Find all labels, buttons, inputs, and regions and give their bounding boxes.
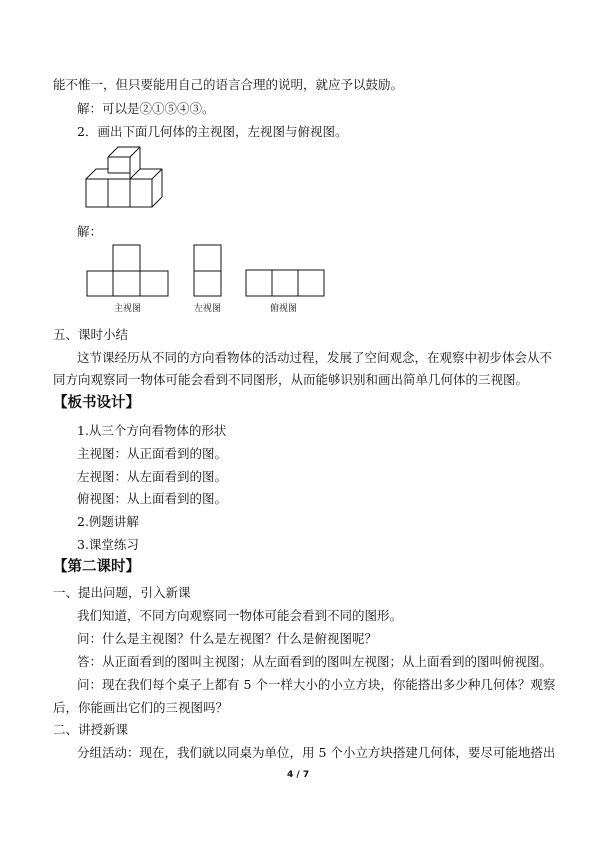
lesson2-heading: 【第二课时】 [53, 559, 140, 575]
answer-1: 解：可以是②①⑤④③。 [77, 101, 215, 116]
summary-heading: 五、课时小结 [53, 327, 129, 342]
lesson2-answer-1: 答：从正面看到的图叫主视图；从左面看到的图叫左视图；从上面看到的图叫俯视图。 [77, 654, 553, 669]
lesson2-question-2-line-2: 后，你能画出它们的三视图吗？ [53, 700, 229, 715]
intro-line-1: 能不惟一，但只要能用自己的语言合理的说明，就应予以鼓励。 [53, 77, 404, 92]
left-view-figure [193, 244, 223, 298]
board-design-heading: 【板书设计】 [53, 395, 140, 411]
geometric-body-figure [78, 143, 168, 213]
board-item-1: 1.从三个方向看物体的形状 [77, 423, 227, 438]
summary-line-1: 这节课经历从不同的方向看物体的活动过程，发展了空间观念，在观察中初步体会从不 [77, 350, 553, 365]
front-view-figure [86, 244, 172, 298]
summary-line-2: 同方向观察同一物体可能会看到不同图形，从而能够识别和画出简单几何体的三视图。 [53, 372, 529, 387]
front-view-caption: 主视图 [114, 304, 142, 314]
board-item-5: 2.例题讲解 [77, 514, 139, 529]
top-view-figure [245, 269, 327, 298]
lesson2-paragraph-2: 分组活动：现在，我们就以同桌为单位，用 5 个小立方块搭建几何体，要尽可能地搭出 [77, 745, 556, 760]
board-item-2: 主视图：从正面看到的图。 [77, 446, 228, 461]
lesson2-question-1: 问：什么是主视图？什么是左视图？什么是俯视图呢？ [77, 631, 378, 646]
board-item-4: 俯视图：从上面看到的图。 [77, 491, 228, 506]
lesson2-paragraph-1: 我们知道，不同方向观察同一物体可能会看到不同的图形。 [77, 608, 403, 623]
left-view-caption: 左视图 [194, 304, 222, 314]
top-view-caption: 俯视图 [270, 304, 298, 314]
page-number: 4 / 7 [287, 770, 310, 780]
question-2: 2．画出下面几何体的主视图，左视图与俯视图。 [77, 124, 348, 139]
lesson2-question-2-line-1: 问：现在我们每个桌子上都有 5 个一样大小的小立方块，你能搭出多少种几何体？观察 [77, 677, 556, 692]
lesson2-section-2: 二、讲授新课 [53, 722, 129, 737]
answer-2-label: 解： [77, 224, 103, 239]
lesson2-section-1: 一、提出问题，引入新课 [53, 585, 191, 600]
board-item-6: 3.课堂练习 [77, 537, 139, 552]
board-item-3: 左视图：从左面看到的图。 [77, 469, 228, 484]
